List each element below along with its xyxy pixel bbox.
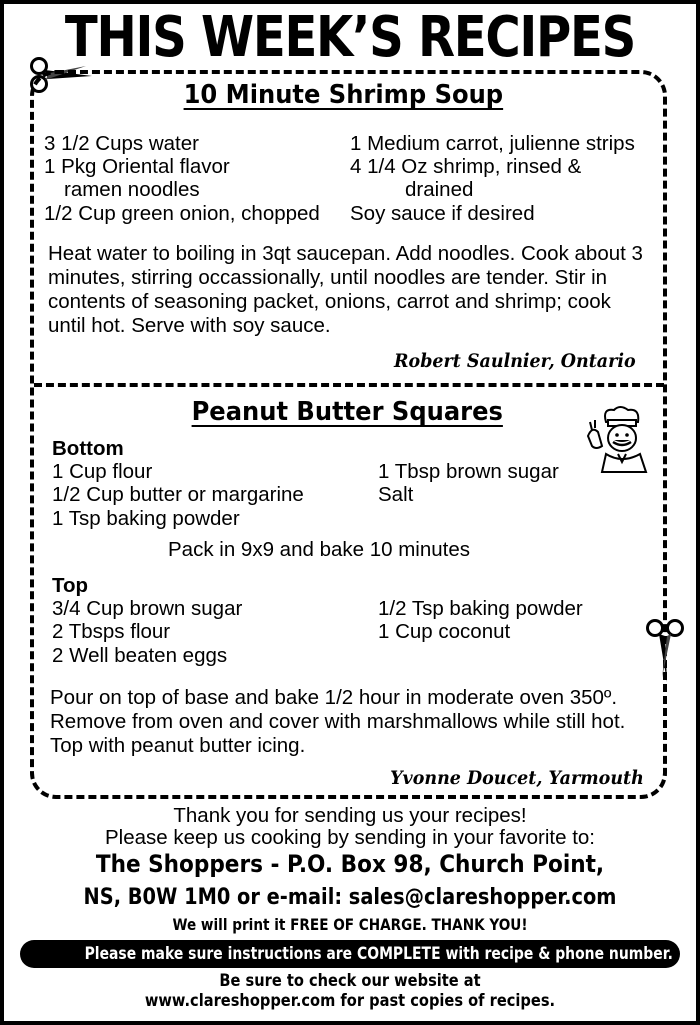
footer-free-note: We will print it FREE OF CHARGE. THANK YOU! [172, 915, 528, 934]
ingredient: 1 Cup coconut [378, 620, 511, 643]
ingredient: 3/4 Cup brown sugar [52, 597, 243, 620]
ingredient: 1/2 Cup butter or margarine [52, 483, 304, 506]
ingredient: 2 Tbsps flour [52, 620, 171, 643]
ingredient: 1 Tsp baking powder [52, 507, 240, 530]
page-title: THIS WEEK’S RECIPES [64, 5, 636, 70]
chef-icon [584, 402, 654, 474]
recipe-author: Robert Saulnier, Ontario [394, 350, 636, 372]
section-heading-top: Top [52, 574, 89, 597]
ingredient: 2 Well beaten eggs [52, 644, 228, 667]
ingredient: 1/2 Cup green onion, chopped [44, 202, 320, 225]
ingredient: Salt [378, 483, 414, 506]
ingredient: ramen noodles [64, 178, 200, 201]
ingredient: 1/2 Tsp baking powder [378, 597, 583, 620]
recipe-title-shrimp-soup: 10 Minute Shrimp Soup [178, 80, 509, 110]
recipe-divider [34, 383, 664, 387]
ingredient: 4 1/4 Oz shrimp, rinsed & [350, 155, 582, 178]
recipe-title-peanut-butter-squares: Peanut Butter Squares [186, 397, 508, 427]
ingredient: 1 Cup flour [52, 460, 153, 483]
footer-website-link: www.clareshopper.com for past copies of recipes. [144, 991, 556, 1011]
footer-website [0, 971, 700, 1011]
bottom-note: Pack in 9x9 and bake 10 minutes [168, 538, 470, 561]
footer-website-line: Be sure to check our website at [219, 971, 481, 991]
footer-thanks: Thank you for sending us your recipes! [173, 804, 527, 827]
section-heading-bottom: Bottom [52, 437, 124, 460]
scissors-icon [640, 616, 690, 686]
banner-text: Please make sure instructions are COMPLETE with recipe & phone number. [84, 944, 673, 964]
ingredient: 1 Tbsp brown sugar [378, 460, 559, 483]
instructions-banner [20, 940, 680, 968]
footer-address: The Shoppers - P.O. Box 98, Church Point, [95, 850, 605, 878]
ingredient: 1 Medium carrot, julienne strips [350, 132, 635, 155]
ingredient: drained [405, 178, 474, 201]
ingredient: 1 Pkg Oriental flavor [44, 155, 230, 178]
footer-contact: NS, B0W 1M0 or e-mail: sales@clareshopper.com [83, 885, 617, 910]
ingredient: Soy sauce if desired [350, 202, 535, 225]
recipe-instructions: Pour on top of base and bake 1/2 hour in moderate oven 350º. Remove from oven and cover with marshmallows while still hot. Top with peanut butter icing. [50, 686, 626, 757]
ingredient: 3 1/2 Cups water [44, 132, 199, 155]
footer-request: Please keep us cooking by sending in your favorite to: [104, 826, 596, 849]
recipe-instructions: Heat water to boiling in 3qt saucepan. Add noodles. Cook about 3 minutes, stirring occassionally, until noodles are tender. Stir in contents of seasoning packet, onions, carrot and shrimp; cook until hot. Serve with soy sauce. [48, 242, 643, 337]
recipe-author: Yvonne Doucet, Yarmouth [390, 767, 644, 789]
